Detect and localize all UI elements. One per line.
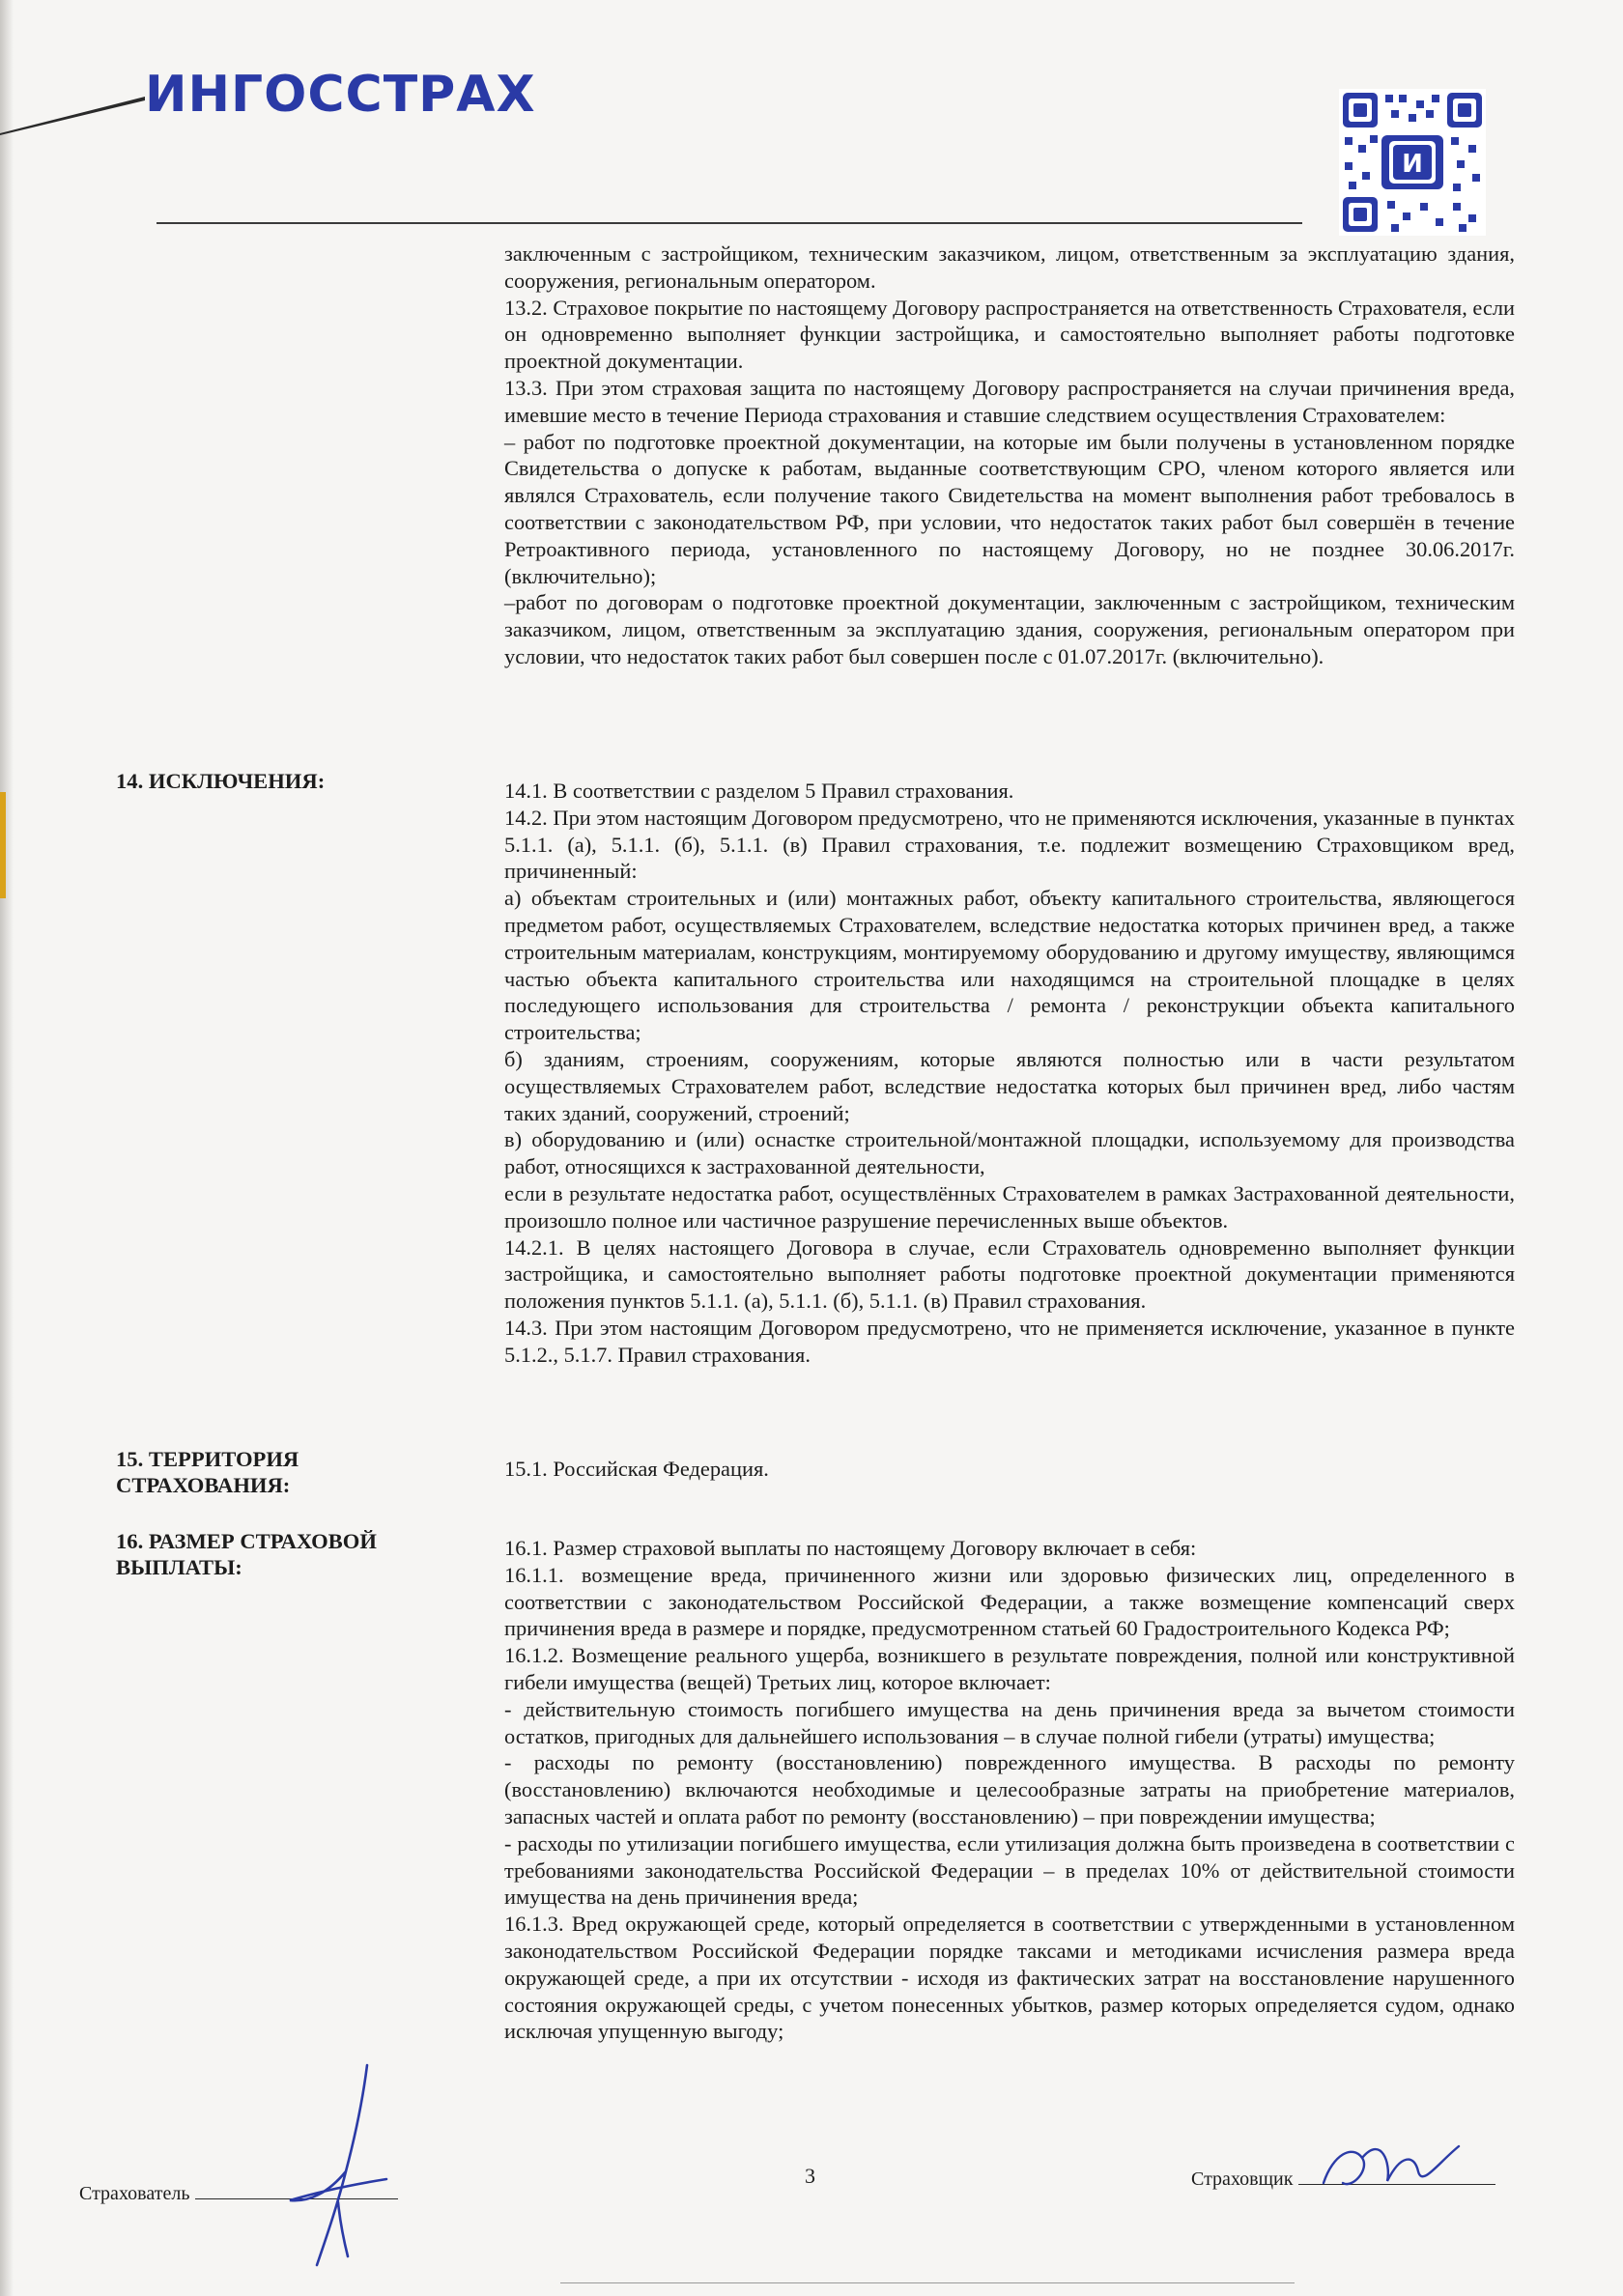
qr-center-letter: И [1402, 150, 1423, 179]
paragraph: в) оборудованию и (или) оснастке строительной/монтажной площадки, используемому для производства работ, относящихся к застрахованной деятельности, [504, 1127, 1515, 1179]
insurer-label: Страховщик [1191, 2168, 1294, 2190]
insured-signature [270, 2057, 406, 2280]
paragraph: а) объектам строительных и (или) монтажных работ, объекту капитального строительства, являющегося предметом работ, осуществляемых Страхователем, вследствие недостатка которых причинен вред, а также строительным материалам, конструкциям, монтируемому оборудованию и другому имуществу, являющимся частью объекта капитального строительства или находящимся на строительной площадке в целях последующего использования для строительства / ремонта / реконструкции объекта капитального строительства; [504, 886, 1515, 1045]
paragraph: 14.1. В соответствии с разделом 5 Правил страхования. [504, 779, 1014, 803]
paragraph: 14.3. При этом настоящим Договором предусмотрено, что не применяется исключение, указанное в пункте 5.1.2., 5.1.7. Правил страхования. [504, 1315, 1515, 1367]
section-16-body [504, 1535, 1515, 2045]
insurer-signature [1314, 2125, 1468, 2202]
company-logo: ИНГОССТРАХ [145, 66, 536, 124]
paragraph: 13.2. Страховое покрытие по настоящему Договору распространяется на ответственность Страхователя, если он одновременно выполняет функции застройщика, и самостоятельно выполняет работы подготовке проектной документации. [504, 295, 1515, 374]
page-number: 3 [805, 2164, 815, 2188]
insured-label: Страхователь [79, 2183, 190, 2204]
section-13-body [504, 241, 1515, 670]
section-16-title [116, 1528, 464, 1580]
section-15-title [116, 1446, 464, 1498]
title-line: СТРАХОВАНИЯ: [116, 1473, 291, 1497]
paragraph: если в результате недостатка работ, осуществлённых Страхователем в рамках Застрахованной деятельности, произошло полное или частичное разрушение перечисленных выше объектов. [504, 1180, 1515, 1233]
paragraph: 14.2. При этом настоящим Договором предусмотрено, что не применяются исключения, указанные в пунктах 5.1.1. (а), 5.1.1. (б), 5.1.1. (в) Правил страхования, т.е. подлежит возмещению Страховщиком вред, причиненный: [504, 805, 1515, 884]
scan-edge-mark [0, 792, 6, 898]
title-line: ВЫПЛАТЫ: [116, 1555, 242, 1579]
header-divider [157, 222, 1302, 224]
paragraph: – работ по подготовке проектной документации, на которые им были получены в установленном порядке Свидетельства о допуске к работам, выданные соответствующим СРО, членом которого является или являлся Страхователь, если получение такого Свидетельства на момент выполнения работ требовалось в соответствии с законодательством РФ, при условии, что недостаток таких работ был совершён в течение Ретроактивного периода, установленного по настоящему Договору, но не позднее 30.06.2017г. (включительно); [504, 429, 1515, 588]
scan-bottom-edge [560, 2282, 1295, 2283]
scan-edge-shadow [0, 0, 14, 2296]
section-14-title: 14. ИСКЛЮЧЕНИЯ: [116, 769, 326, 793]
scan-corner-mark [0, 58, 145, 135]
paragraph: 16.1.3. Вред окружающей среде, который определяется в соответствии с утвержденными в установленном законодательством Российской Федерации порядке таксами и методиками исчисления размера вреда окружающей среде, а при их отсутствии - исходя из фактических затрат на восстановление нарушенного состояния окружающей среды, с учетом понесенных убытков, размер которых определяется судом, однако исключая упущенную выгоду; [504, 1912, 1515, 2044]
title-line: 15. ТЕРРИТОРИЯ [116, 1447, 299, 1471]
paragraph: 13.3. При этом страховая защита по настоящему Договору распространяется на случаи причинения вреда, имевшие место в течение Периода страхования и ставшие следствием осуществления Страхователем: [504, 375, 1515, 427]
title-line: 16. РАЗМЕР СТРАХОВОЙ [116, 1529, 377, 1553]
paragraph: 15.1. Российская Федерация. [504, 1457, 769, 1481]
paragraph: 16.1. Размер страховой выплаты по настоящему Договору включает в себя: [504, 1536, 1197, 1560]
section-14-body [504, 778, 1515, 1369]
paragraph: 16.1.2. Возмещение реального ущерба, возникшего в результате повреждения, полной или конструктивной гибели имущества (вещей) Третьих лиц, которое включает: [504, 1643, 1515, 1694]
paragraph: - расходы по утилизации погибшего имущества, если утилизация должна быть произведена в соответствии с требованиями законодательства Российской Федерации – в пределах 10% от действительной стоимости имущества на день причинения вреда; [504, 1830, 1515, 1910]
paragraph: –работ по договорам о подготовке проектной документации, заключенным с застройщиком, техническим заказчиком, лицом, ответственным за эксплуатацию здания, сооружения, региональным оператором при условии, что недостаток таких работ был совершен после с 01.07.2017г. (включительно). [504, 590, 1515, 668]
section-15-body [504, 1456, 1515, 1483]
paragraph: - действительную стоимость погибшего имущества на день причинения вреда за вычетом стоимости остатков, пригодных для дальнейшего использования – в случае полной гибели (утраты) имущества; [504, 1696, 1515, 1748]
paragraph: б) зданиям, строениям, сооружениям, которые являются полностью или в части результатом осуществляемых Страхователем работ, вследствие недостатка которых был причинен вред, либо частям таких зданий, сооружений, строений; [504, 1046, 1515, 1125]
paragraph: 16.1.1. возмещение вреда, причиненного жизни или здоровью физических лиц, определенного в соответствии с законодательством Российской Федерации, а также возмещение компенсаций сверх причинения вреда в размере и порядке, предусмотренном статьей 60 Градостроительного Кодекса РФ; [504, 1562, 1515, 1641]
paragraph: заключенным с застройщиком, техническим заказчиком, лицом, ответственным за эксплуатацию здания, сооружения, региональным оператором. [504, 241, 1515, 293]
paragraph: 14.2.1. В целях настоящего Договора в случае, если Страхователь одновременно выполняет функции застройщика, и самостоятельно выполняет работы подготовке проектной документации применяются положения пунктов 5.1.1. (а), 5.1.1. (б), 5.1.1. (в) Правил страхования. [504, 1234, 1515, 1314]
paragraph: - расходы по ремонту (восстановлению) поврежденного имущества. В расходы по ремонту (восстановлению) включаются необходимые и целесообразные затраты на приобретение материалов, запасных частей и оплата работ по ремонту (восстановлению) – при повреждении имущества; [504, 1750, 1515, 1828]
qr-code [1339, 89, 1486, 236]
